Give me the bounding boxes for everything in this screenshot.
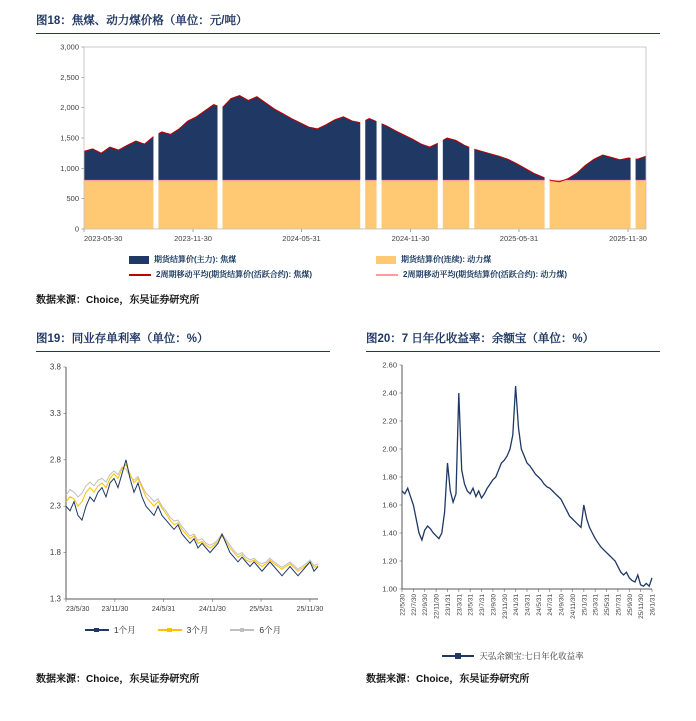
legend-label-1m: 1个月: [113, 625, 136, 635]
cd-3m-line-swatch: [158, 626, 182, 634]
svg-text:24/3/31: 24/3/31: [524, 594, 532, 616]
cd-rate-chart: [36, 359, 330, 621]
yuebao-yield-chart: [366, 359, 660, 647]
figure-19-title: 图19：同业存单利率（单位：%）: [36, 328, 330, 352]
svg-text:1.60: 1.60: [382, 500, 397, 510]
svg-text:23/7/31: 23/7/31: [479, 594, 487, 616]
svg-text:25/9/30: 25/9/30: [626, 594, 634, 616]
svg-text:1.8: 1.8: [49, 548, 61, 558]
figure-19-source: 数据来源：Choice，东吴证券研究所: [36, 674, 200, 685]
svg-text:2023-05-30: 2023-05-30: [84, 234, 123, 243]
figure-18: [36, 10, 660, 306]
svg-text:22/9/30: 22/9/30: [422, 594, 430, 616]
svg-text:25/7/31: 25/7/31: [615, 594, 623, 616]
svg-text:1,000: 1,000: [60, 163, 79, 173]
yuebao-line-swatch: [442, 652, 474, 661]
svg-text:2.00: 2.00: [382, 444, 397, 454]
svg-text:2024-05-31: 2024-05-31: [282, 234, 321, 243]
svg-text:24/1/31: 24/1/31: [513, 594, 521, 616]
svg-text:2025-05-31: 2025-05-31: [499, 234, 539, 243]
legend-item-6m: [230, 624, 281, 636]
svg-text:22/5/30: 22/5/30: [399, 594, 407, 616]
svg-text:25/3/31: 25/3/31: [592, 594, 600, 616]
figure-19-chart-area: [36, 359, 330, 621]
svg-text:500: 500: [66, 194, 79, 204]
svg-text:3.8: 3.8: [49, 362, 61, 372]
thermal-coal-ma-line-swatch: [376, 274, 398, 276]
svg-text:24/7/31: 24/7/31: [547, 594, 555, 616]
svg-text:23/11/30: 23/11/30: [101, 606, 129, 613]
thermal-coal-bar-swatch: [376, 256, 396, 264]
svg-text:22/7/30: 22/7/30: [410, 594, 418, 616]
svg-text:2.60: 2.60: [382, 360, 397, 370]
svg-text:1.3: 1.3: [49, 594, 61, 604]
svg-text:3.3: 3.3: [49, 408, 61, 418]
legend-item-thermal-coal-bar: [376, 254, 491, 265]
svg-text:23/9/30: 23/9/30: [490, 594, 498, 616]
svg-text:23/5/30: 23/5/30: [66, 606, 90, 613]
svg-text:24/5/31: 24/5/31: [151, 606, 176, 613]
legend-label-6m: 6个月: [259, 625, 282, 635]
svg-text:25/1/31: 25/1/31: [581, 594, 589, 616]
figure-18-source: 数据来源：Choice，东吴证券研究所: [36, 295, 200, 306]
svg-text:25/5/31: 25/5/31: [604, 594, 612, 616]
svg-text:25/11/30: 25/11/30: [638, 594, 646, 619]
svg-text:0: 0: [74, 224, 79, 234]
svg-text:23/3/31: 23/3/31: [456, 594, 464, 616]
svg-text:2,500: 2,500: [60, 72, 79, 82]
svg-text:2.8: 2.8: [49, 455, 61, 465]
svg-text:2024-11-30: 2024-11-30: [391, 234, 430, 243]
svg-text:26/1/31: 26/1/31: [649, 594, 657, 616]
svg-text:2.40: 2.40: [382, 388, 397, 398]
figure-20-legend: [366, 650, 660, 662]
legend-label-yuebao: 天弘余额宝:七日年化收益率: [479, 651, 584, 661]
svg-text:2.20: 2.20: [382, 416, 397, 426]
svg-text:2,000: 2,000: [60, 103, 79, 113]
svg-text:24/9/30: 24/9/30: [558, 594, 566, 616]
figure-20-source: 数据来源：Choice，东吴证券研究所: [366, 674, 530, 685]
svg-text:1,500: 1,500: [60, 133, 79, 143]
coking-coal-ma-line-swatch: [129, 274, 151, 276]
legend-label-coking-coal-ma: 2周期移动平均(期货结算价(活跃合约): 焦煤): [156, 270, 312, 279]
cd-6m-line-swatch: [230, 626, 254, 634]
svg-text:22/11/30: 22/11/30: [433, 594, 441, 619]
figure-18-title: 图18：焦煤、动力煤价格（单位：元/吨）: [36, 10, 660, 34]
legend-label-thermal-coal: 期货结算价(连续): 动力煤: [401, 255, 492, 264]
figure-19: [36, 328, 330, 685]
legend-item-coking-coal-bar: [129, 254, 236, 265]
svg-text:1.80: 1.80: [382, 472, 397, 482]
cd-1m-line-swatch: [85, 626, 109, 634]
figure-20-chart-area: [366, 359, 660, 647]
legend-item-coking-coal-ma: [129, 269, 312, 280]
figure-20: [366, 328, 660, 685]
figure-20-title: 图20：7 日年化收益率：余额宝（单位：%）: [366, 328, 660, 352]
bottom-figures-row: [36, 328, 660, 685]
svg-text:3,000: 3,000: [60, 42, 79, 52]
legend-label-thermal-coal-ma: 2周期移动平均(期货结算价(活跃合约): 动力煤): [403, 270, 567, 279]
svg-text:23/1/31: 23/1/31: [444, 594, 452, 616]
svg-text:24/11/30: 24/11/30: [199, 606, 226, 613]
legend-item-3m: [158, 624, 209, 636]
svg-text:1.40: 1.40: [382, 528, 397, 538]
svg-text:25/5/31: 25/5/31: [249, 606, 273, 613]
coal-price-chart: [36, 41, 656, 251]
coking-coal-bar-swatch: [129, 256, 149, 264]
figure-19-legend: [36, 624, 330, 636]
svg-text:23/5/31: 23/5/31: [467, 594, 475, 616]
figure-18-chart-area: [36, 41, 660, 251]
legend-label-coking-coal: 期货结算价(主力): 焦煤: [154, 255, 237, 264]
legend-item-thermal-coal-ma: [376, 269, 567, 280]
svg-text:2023-11-30: 2023-11-30: [174, 234, 212, 243]
svg-text:1.00: 1.00: [382, 584, 397, 594]
legend-label-3m: 3个月: [186, 625, 209, 635]
svg-text:24/11/30: 24/11/30: [569, 594, 577, 619]
legend-item-yuebao: [442, 650, 583, 662]
svg-text:24/5/31: 24/5/31: [535, 594, 543, 616]
svg-text:25/11/30: 25/11/30: [296, 606, 324, 613]
legend-item-1m: [85, 624, 136, 636]
svg-text:2025-11-30: 2025-11-30: [609, 234, 647, 243]
figure-18-legend: [36, 254, 660, 280]
svg-text:23/11/30: 23/11/30: [501, 594, 509, 619]
svg-text:1.20: 1.20: [382, 556, 397, 566]
svg-text:2.3: 2.3: [49, 501, 61, 511]
